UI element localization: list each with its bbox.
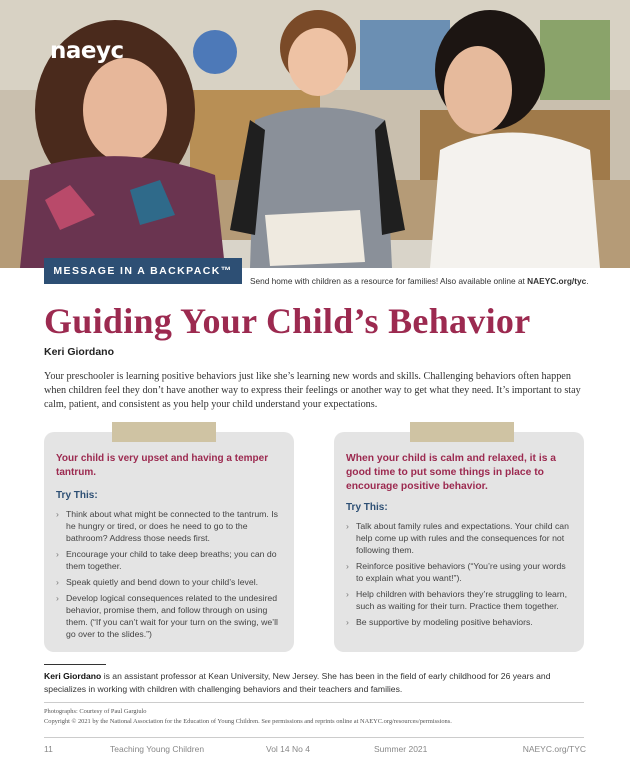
banner-subtext-lead: Send home with children as a resource for families! Also available online at xyxy=(250,276,528,286)
banner-subtext xyxy=(250,276,589,286)
issue-season: Summer 2021 xyxy=(374,744,428,754)
credits-divider xyxy=(44,702,584,703)
photo-credit: Photographs: Courtesy of Paul Gargiulo xyxy=(44,708,147,715)
banner-subtext-link[interactable]: NAEYC.org/tyc xyxy=(527,276,587,286)
card-heading: When your child is calm and relaxed, it is a good time to put some things in place to encourage positive behavior. xyxy=(346,453,557,492)
list-item: › Talk about family rules and expectations. Your child can help come up with rules and the consequences for not following them. xyxy=(346,520,574,556)
message-in-a-backpack-banner: MESSAGE IN A BACKPACK™ xyxy=(44,258,242,284)
card-tab xyxy=(112,422,216,442)
positive-behavior-card xyxy=(334,432,584,652)
list-item: › Speak quietly and bend down to your child’s level. xyxy=(56,576,284,588)
list-item: › Encourage your child to take deep breaths; you can do them together. xyxy=(56,548,284,572)
intro-paragraph: Your preschooler is learning positive behaviors just like she’s learning new words and skills. Challenging behaviors often happen when children feel they don’t have another way to express their feelings or another way to get what they need. It’s important to stay calm, patient, and consistent as you help your child understand your expectations. xyxy=(44,371,581,410)
tantrum-card xyxy=(44,432,294,652)
footer-divider xyxy=(44,737,584,738)
try-this-label: Try This: xyxy=(56,490,98,501)
list-item: › Develop logical consequences related to the undesired behavior, promise them, and follow through on using them. (“If you can’t wait for your turn on the swing, we’ll go over to the slides.”) xyxy=(56,592,284,640)
bio-name: Keri Giordano xyxy=(44,671,102,681)
author-name: Keri Giordano xyxy=(44,346,115,358)
tips-list xyxy=(56,508,284,644)
publication-name: Teaching Young Children xyxy=(110,744,205,754)
footer-website-link[interactable]: NAEYC.org/TYC xyxy=(522,744,586,754)
tips-list xyxy=(346,520,574,632)
volume-issue: Vol 14 No 4 xyxy=(266,744,310,754)
list-item: › Think about what might be connected to the tantrum. Is he hungry or tired, or does he need to go to the bathroom? Address those needs first. xyxy=(56,508,284,544)
card-tab xyxy=(410,422,514,442)
list-item: › Reinforce positive behaviors (“You’re using your words to explain what you want!”). xyxy=(346,560,574,584)
card-heading: Your child is very upset and having a temper tantrum. xyxy=(56,453,269,478)
page-number: 11 xyxy=(44,744,53,754)
banner-subtext-end: . xyxy=(586,276,589,286)
bio-text: is an assistant professor at Kean University, New Jersey. She has been in the field of early childhood for 26 years and specializes in working with children with challenging behaviors and their teachers and families. xyxy=(44,671,551,694)
copyright-notice: Copyright © 2021 by the National Association for the Education of Young Children. See permissions and reprints online at NAEYC.org/resources/permissions. xyxy=(44,718,452,725)
bio-divider xyxy=(44,664,106,665)
hero-photo xyxy=(0,0,630,268)
naeyc-logo: naeyc xyxy=(50,38,124,64)
page-title: Guiding Your Child’s Behavior xyxy=(44,301,531,341)
try-this-label: Try This: xyxy=(346,502,388,513)
list-item: › Be supportive by modeling positive behaviors. xyxy=(346,616,574,628)
author-bio xyxy=(44,670,584,696)
list-item: › Help children with behaviors they’re struggling to learn, such as waiting for their turn. Practice them together. xyxy=(346,588,574,612)
credits xyxy=(44,707,604,727)
